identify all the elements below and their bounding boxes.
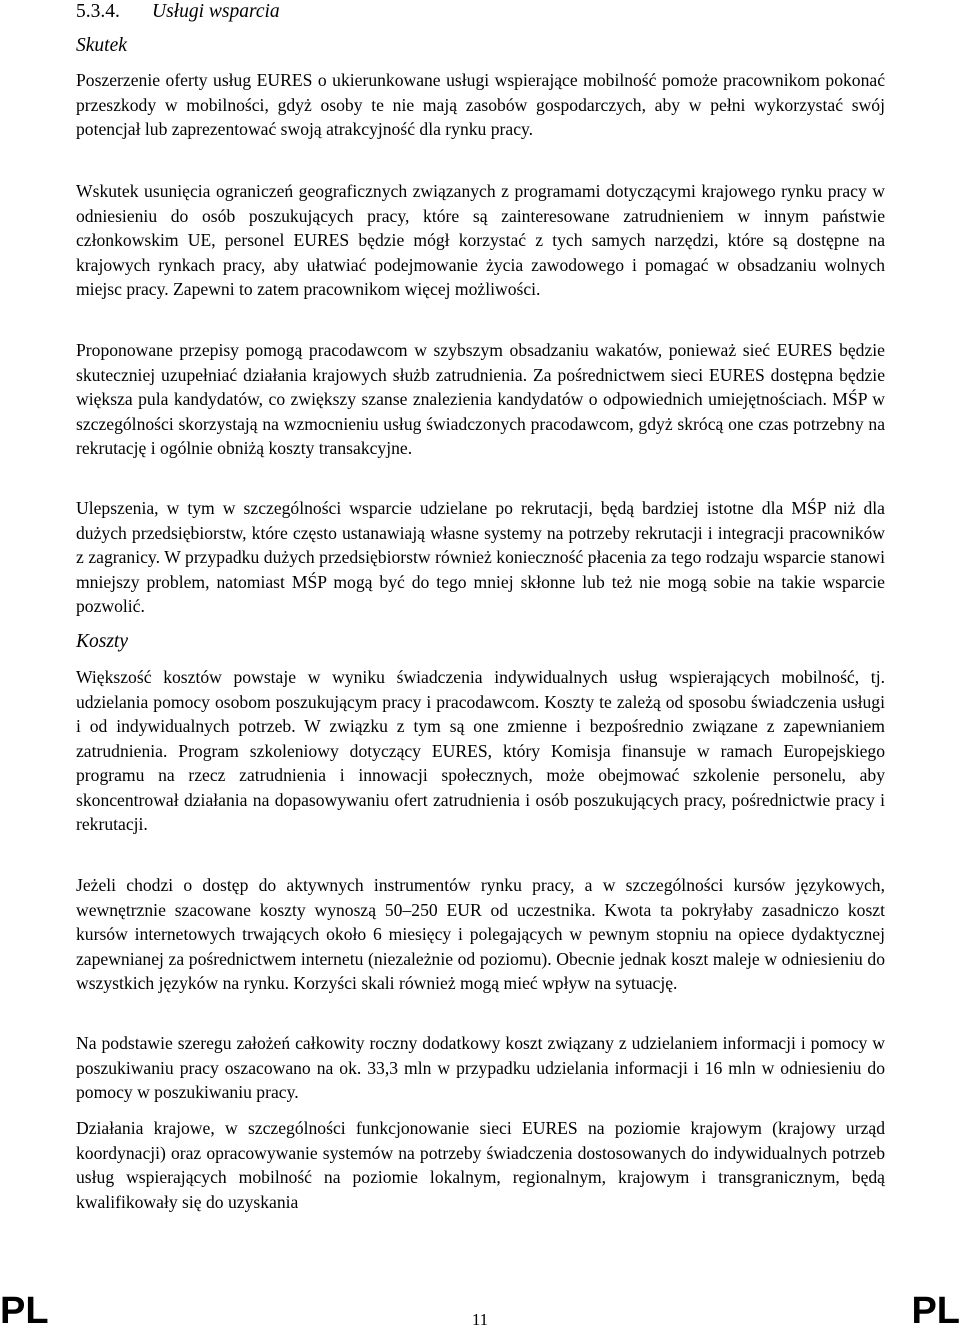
section-heading (76, 0, 280, 24)
paragraph-1: Poszerzenie oferty usług EURES o ukierunkowane usługi wspierające mobilność pomoże pracownikom pokonać przeszkody w mobilności, gdyż osoby te nie mają zasobów gospodarczych, aby w pełni wykorzystać swój potencjał lub zaprezentować swoją atrakcyjność dla rynku pracy. (76, 70, 885, 140)
paragraph-6: Jeżeli chodzi o dostęp do aktywnych instrumentów rynku pracy, a w szczególności kursów językowych, wewnętrznie szacowane koszty wynoszą 50–250 EUR od uczestnika. Kwota ta pokryłaby zasadniczo koszt kursów internetowych trwających około 6 miesięcy i polegających w pewnym stopniu na opiece dydaktycznej zapewnianej za pośrednictwem internetu (niezależnie od poziomu). Obecnie jednak koszt maleje w odniesieniu do wszystkich języków na rynku. Korzyści skali również mogą mieć wpływ na sytuację. (76, 875, 885, 994)
paragraph-7: Na podstawie szeregu założeń całkowity roczny dodatkowy koszt związany z udzielaniem informacji i pomocy w poszukiwaniu pracy oszacowano na ok. 33,3 mln w przypadku udzielania informacji i 16 mln w odniesieniu do pomocy w poszukiwaniu pracy. (76, 1033, 885, 1103)
page-number: 11 (471, 1310, 489, 1329)
paragraph-8: Działania krajowe, w szczególności funkcjonowanie sieci EURES na poziomie krajowym (krajowy urząd koordynacji) oraz opracowywanie systemów na potrzeby świadczenia dostosowanych do indywidualnych potrzeb usług wspierających mobilność na poziomie lokalnym, regionalnym, krajowym i transgranicznym, będą kwalifikowały się do uzyskania (76, 1118, 885, 1212)
paragraph-5: Większość kosztów powstaje w wyniku świadczenia indywidualnych usług wspierających mobilność, tj. udzielania pomocy osobom poszukującym pracy i pracodawcom. Koszty te zależą od sposobu świadczenia usługi i od indywidualnych potrzeb. W związku z tym są one zmienne i bezpośrednio związane z zapewnianiem zatrudnienia. Program szkoleniowy dotyczący EURES, który Komisja finansuje w ramach Europejskiego programu na rzecz zatrudnienia i innowacji społecznych, może obejmować szkolenie personelu, aby skoncentrował działania na dopasowywaniu ofert zatrudnienia i osób poszukujących pracy, pośrednictwie pracy i rekrutacji. (76, 667, 885, 835)
section-title: Usługi wsparcia (152, 1, 280, 22)
footer-language-left: PL (0, 1290, 49, 1332)
paragraph-2: Wskutek usunięcia ograniczeń geograficznych związanych z programami dotyczącymi krajowego rynku pracy w odniesieniu do osób poszukujących pracy, które są zainteresowane zatrudnieniem w innym państwie członkowskim UE, personel EURES będzie mógł korzystać z tych samych narzędzi, które są dostępne na krajowych rynkach pracy, aby ułatwiać podejmowanie życia zawodowego i pomagać w obsadzaniu wolnych miejsc pracy. Zapewni to zatem pracownikom więcej możliwości. (76, 181, 885, 300)
subheading-costs: Koszty (76, 631, 129, 652)
subheading-effect: Skutek (76, 35, 127, 56)
paragraph-4: Ulepszenia, w tym w szczególności wsparcie udzielane po rekrutacji, będą bardziej istotne dla MŚP niż dla dużych przedsiębiorstw, które często ustanawiają własne systemy na potrzeby rekrutacji i integracji pracowników z zagranicy. W przypadku dużych przedsiębiorstw również konieczność płacenia za tego rodzaju wsparcie stanowi mniejszy problem, natomiast MŚP mogą być do tego mniej skłonne lub też nie mogą sobie na takie wsparcie pozwolić. (76, 498, 885, 617)
section-number: 5.3.4. (76, 1, 120, 22)
footer-language-right: PL (911, 1290, 960, 1332)
paragraph-3: Proponowane przepisy pomogą pracodawcom w szybszym obsadzaniu wakatów, ponieważ sieć EURES będzie skuteczniej uzupełniać działania krajowych służb zatrudnienia. Za pośrednictwem sieci EURES dostępna będzie większa pula kandydatów, co zwiększy szanse znalezienia kandydatów o odpowiednich umiejętnościach. MŚP w szczególności skorzystają na wzmocnieniu usług świadczonych pracodawcom, gdyż skrócą one czas potrzebny na rekrutację i ogólnie obniżą koszty transakcyjne. (76, 340, 885, 459)
